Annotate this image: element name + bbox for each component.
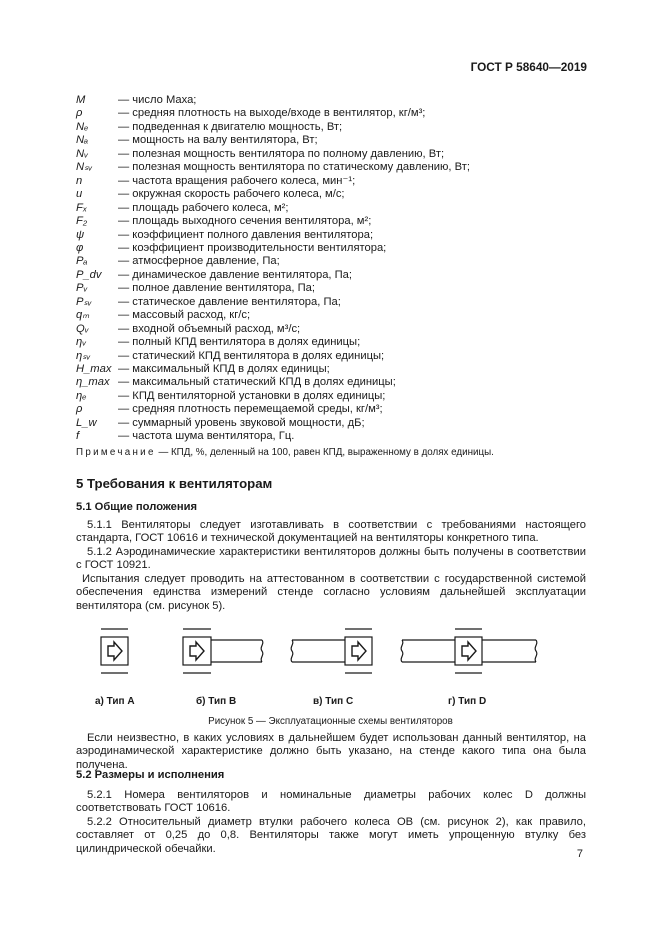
symbol: Nₛᵥ [76,161,93,174]
symbol: Fₓ [76,201,88,214]
symbol-row [76,215,596,228]
symbol-description: — коэффициент полного давления вентилятора; [118,228,374,241]
symbol-description: — полезная мощность вентилятора по полному давлению, Вт; [118,147,445,160]
symbol-description: — суммарный уровень звуковой мощности, дБ; [118,416,365,429]
symbol-description: — динамическое давление вентилятора, Па; [118,268,353,281]
symbol-description: — КПД вентиляторной установки в долях единицы; [118,389,386,402]
scheme-type-d [401,629,537,673]
symbol-row [76,175,596,188]
figure-5-schemes [0,620,661,692]
para-tests: Испытания следует проводить на аттестованном в соответствии с государственной системой обеспечения единства измерений стенде согласно условиям дальнейшей эксплуатации вентилятора (см. рисунок 5). [76,573,586,612]
scheme-type-b [183,629,263,673]
symbol-row [76,148,596,161]
note-text: — КПД, %, деленный на 100, равен КПД, выраженному в долях единицы. [155,447,494,458]
symbol-description: — полезная мощность вентилятора по статическому давлению, Вт; [118,161,470,174]
symbol: F₂ [76,215,88,228]
symbol-row [76,390,596,403]
symbol-description: — максимальный КПД в долях единицы; [118,363,330,375]
symbol-description: — окружная скорость рабочего колеса, м/с; [118,188,345,201]
note [76,447,494,458]
symbol-row [76,202,596,215]
symbol-row [76,282,596,295]
symbol-row [76,430,596,443]
symbol-description: — максимальный статический КПД в долях единицы; [118,376,396,389]
symbol-description: — массовый расход, кг/с; [118,309,251,322]
symbol-row [76,255,596,268]
section-5-title: 5 Требования к вентиляторам [76,476,273,491]
symbol-description: — частота вращения рабочего колеса, мин⁻¹; [118,174,356,187]
para-5-1-1: 5.1.1 Вентиляторы следует изготавливать в соответствии с требованиями настоящего стандарта, ГОСТ 10616 и технической документацией на вентиляторы конкретного типа. [76,519,586,545]
symbol-row [76,403,596,416]
symbol-description: — коэффициент производительности вентилятора; [118,241,387,254]
symbol: Qᵥ [76,322,89,335]
symbol: Nᵥ [76,147,89,160]
symbol-row [76,134,596,147]
symbol: u [76,188,83,201]
section-5-1-title: 5.1 Общие положения [76,501,198,513]
symbol-row [76,296,596,309]
scheme-type-c [291,629,372,673]
symbol-row [76,417,596,430]
symbol: P_dv [76,268,102,281]
symbol-description: — атмосферное давление, Па; [118,255,280,268]
caption-type-b: б) Тип B [196,696,237,707]
symbol: ψ [76,228,85,241]
symbol-description: — площадь выходного сечения вентилятора, м²; [118,215,372,228]
symbol-description: — подведенная к двигателю мощность, Вт; [118,120,343,133]
symbol-row [76,323,596,336]
symbol: ηₛᵥ [76,349,91,362]
symbol-row [76,350,596,363]
symbol: ρ [76,403,83,416]
symbol-row [76,363,596,376]
symbol: n [76,174,83,187]
symbol-description: — частота шума вентилятора, Гц. [118,430,295,443]
para-5-2-2: 5.2.2 Относительный диаметр втулки рабочего колеса ОВ (см. рисунок 2), как правило, составляет от 0,25 до 0,8. Вентиляторы также могут иметь упрощенную втулку без цилиндрической обечайки. [76,816,586,855]
symbol-row [76,309,596,322]
symbol-description: — статический КПД вентилятора в долях единицы; [118,349,385,362]
section-5-2-title: 5.2 Размеры и исполнения [76,769,225,781]
symbol-row [76,376,596,389]
symbol: Nₑ [76,120,89,133]
symbol-description: — средняя плотность перемещаемой среды, кг/м³; [118,403,383,416]
symbol: qₘ [76,309,90,322]
symbol: M [76,94,86,106]
symbol-row [76,94,596,107]
page-number: 7 [576,848,583,860]
symbol-row [76,229,596,242]
symbol: ηᵥ [76,336,87,349]
symbol-row [76,269,596,282]
figure-caption: Рисунок 5 — Эксплуатационные схемы вентиляторов [208,716,453,727]
symbol: L_w [76,416,97,429]
symbol: f [76,430,80,443]
symbol-description: — полное давление вентилятора, Па; [118,282,315,295]
symbol-description: — входной объемный расход, м³/с; [118,322,301,335]
symbol-row [76,242,596,255]
symbol: φ [76,241,84,254]
symbol-description: — полный КПД вентилятора в долях единицы; [118,336,361,349]
symbol: Pₐ [76,255,88,268]
symbol-description: — средняя плотность на выходе/входе в вентилятор, кг/м³; [118,107,426,120]
note-label: Примечание [76,447,156,458]
symbol-row [76,336,596,349]
symbol-row [76,188,596,201]
symbol: Pᵥ [76,282,88,295]
para-unknown-conditions: Если неизвестно, в каких условиях в дальнейшем будет использован данный вентилятор, на аэродинамической характеристике должно быть указано, на стенде какого типа она была получена. [76,732,586,771]
symbol-description: — статическое давление вентилятора, Па; [118,295,341,308]
caption-type-c: в) Тип C [313,696,354,707]
document-header: ГОСТ Р 58640—2019 [470,60,587,74]
para-5-2-1: 5.2.1 Номера вентиляторов и номинальные диаметры рабочих колес D должны соответствовать ГОСТ 10616. [76,789,586,815]
symbol: ρ [76,107,83,120]
caption-type-a: а) Тип A [95,696,135,707]
symbol: η_max [76,376,110,389]
symbol: Nₐ [76,134,89,147]
symbol-description: — число Маха; [118,94,197,106]
symbol: H_max [76,363,112,375]
symbol-description: — площадь рабочего колеса, м²; [118,201,289,214]
symbol-row [76,121,596,134]
symbol-description: — мощность на валу вентилятора, Вт; [118,134,318,147]
symbol: Pₛᵥ [76,295,92,308]
scheme-type-a [101,629,128,673]
caption-type-d: г) Тип D [448,696,487,707]
symbol-row [76,107,596,120]
para-5-1-2: 5.1.2 Аэродинамические характеристики вентиляторов должны быть получены в соответствии с ГОСТ 10921. [76,546,586,572]
symbol-row [76,161,596,174]
symbol: ηₑ [76,389,87,402]
